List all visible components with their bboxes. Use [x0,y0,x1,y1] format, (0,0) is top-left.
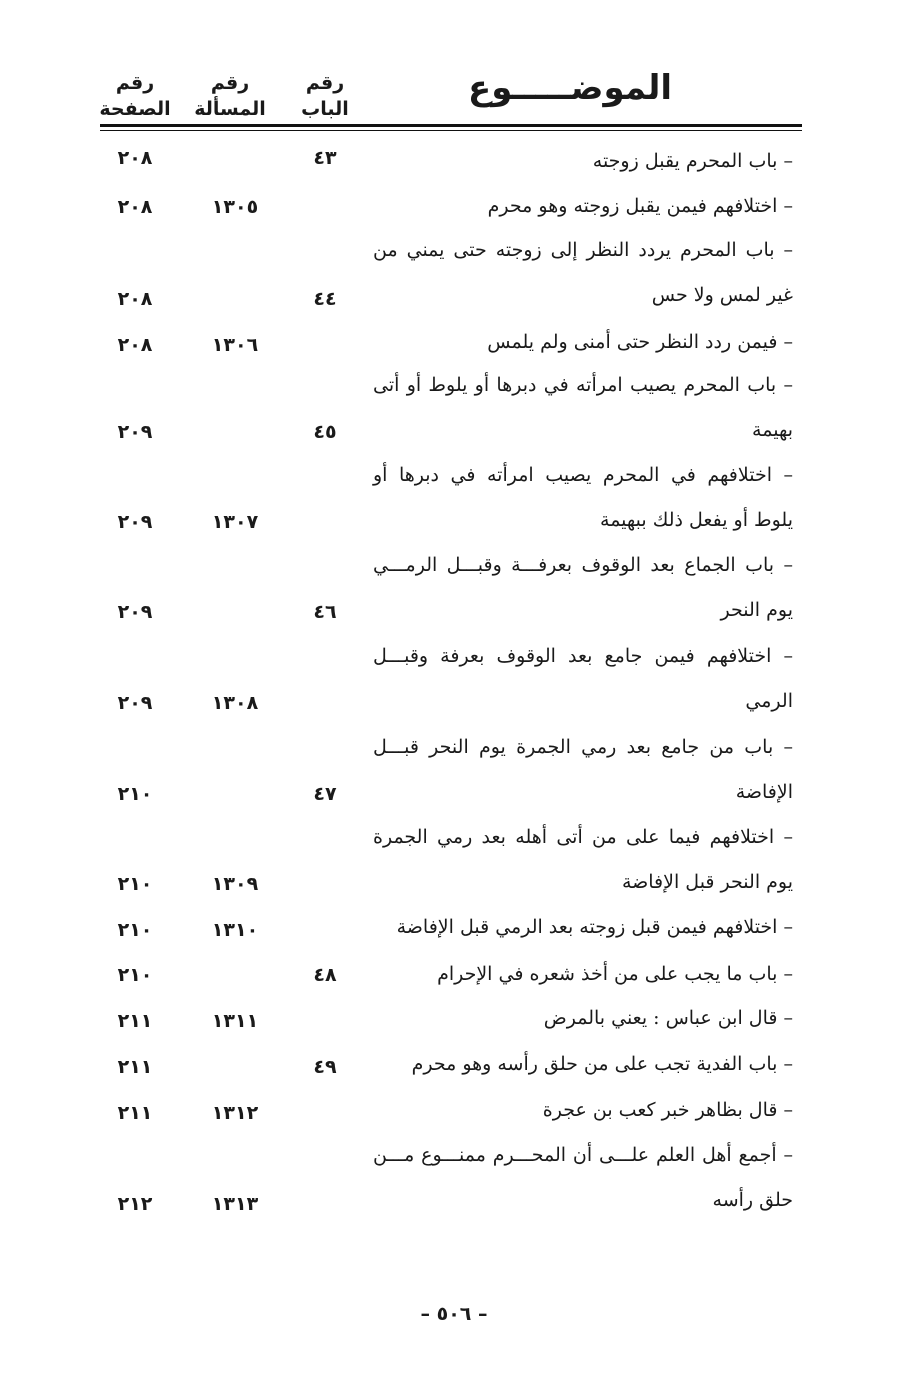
masala-number: ١٣١٠ [211,919,259,941]
header-divider-thick [100,124,802,127]
bab-number: ٤٤ [313,288,337,310]
header-safha-column [92,70,178,122]
page-number: ٢١٢ [117,1193,153,1215]
header-masala-label-top: رقم [210,72,250,94]
page-number: ٢٠٨ [117,334,153,356]
header-divider-thin [100,130,802,131]
topic-text: – فيمن ردد النظر حتى أمنى ولم يلمس [487,331,793,353]
page-number: ٢١٠ [117,919,153,941]
header-masala-label-bottom: المسألة [194,98,266,120]
bab-number: ٤٩ [313,1056,337,1078]
topic-text: – قال بظاهر خبر كعب بن عجرة [542,1099,793,1121]
topic-text: – باب من جامع بعد رمي الجمرة يوم النحر قبـــل الإفاضة [373,736,793,803]
header-bab-label-bottom: الباب [301,98,349,120]
topic-text: – قال ابن عباس : يعني بالمرض [543,1007,793,1029]
topic-text: – اختلافهم فيمن جامع بعد الوقوف بعرفة وقبـــل الرمي [373,645,793,712]
bab-number: ٤٧ [313,783,337,805]
page-title: الموضـــــوع [467,68,673,108]
page-number: ٢٠٨ [117,288,153,310]
masala-number: ١٣٠٧ [211,511,259,533]
bab-number: ٤٥ [313,421,337,443]
topic-text: – باب المحرم يردد النظر إلى زوجته حتى يمني من غير لمس ولا حس [373,239,793,306]
page-number: ٢٠٨ [117,147,153,169]
masala-number: ١٣٠٥ [211,196,259,218]
page-number: ٢١١ [117,1102,153,1124]
page-number: ٢٠٩ [117,692,153,714]
page-number: ٢٠٨ [117,196,153,218]
topic-text: – اختلافهم فيمن قبل زوجته بعد الرمي قبل الإفاضة [396,916,793,938]
page-number: ٢٠٩ [117,511,153,533]
bab-number: ٤٨ [313,964,337,986]
page-number: ٢١٠ [117,783,153,805]
masala-number: ١٣٠٨ [211,692,259,714]
page-footer-number: – ٥٠٦ – [420,1303,488,1325]
topic-text: – باب المحرم يقبل زوجته [592,150,793,172]
masala-number: ١٣١٣ [211,1193,259,1215]
masala-number: ١٣٠٩ [211,873,259,895]
header-safha-label-bottom: الصفحة [99,98,171,120]
masala-number: ١٣١٢ [211,1102,259,1124]
page-number: ٢٠٩ [117,601,153,623]
topic-text: – باب المحرم يصيب امرأته في دبرها أو يلوط أو أتى بهيمة [373,374,793,441]
topic-text: – باب الفدية تجب على من حلق رأسه وهو محرم [411,1053,793,1075]
page-number: ٢٠٩ [117,421,153,443]
masala-number: ١٣١١ [211,1010,259,1032]
topic-text: – باب ما يجب على من أخذ شعره في الإحرام [437,963,793,985]
topic-text: – باب الجماع بعد الوقوف بعرفـــة وقبـــل الرمـــي يوم النحر [373,554,793,621]
bab-number: ٤٦ [313,601,337,623]
page-number: ٢١٠ [117,964,153,986]
bab-number: ٤٣ [313,147,337,169]
header-safha-label-top: رقم [115,72,155,94]
page-number: ٢١١ [117,1010,153,1032]
page-number: ٢١١ [117,1056,153,1078]
header-bab-column [290,70,360,122]
masala-number: ١٣٠٦ [211,334,259,356]
header-bab-label-top: رقم [305,72,345,94]
header-masala-column [180,70,280,122]
topic-text: – اختلافهم فيما على من أتى أهله بعد رمي الجمرة يوم النحر قبل الإفاضة [373,826,793,893]
topic-text: – اختلافهم فيمن يقبل زوجته وهو محرم [487,195,793,217]
topic-text: – اختلافهم في المحرم يصيب امرأته في دبرها أو يلوط أو يفعل ذلك ببهيمة [373,464,793,531]
topic-text: – أجمع أهل العلم علـــى أن المحـــرم ممنـــوع مـــن حلق رأسه [373,1144,793,1211]
page-number: ٢١٠ [117,873,153,895]
